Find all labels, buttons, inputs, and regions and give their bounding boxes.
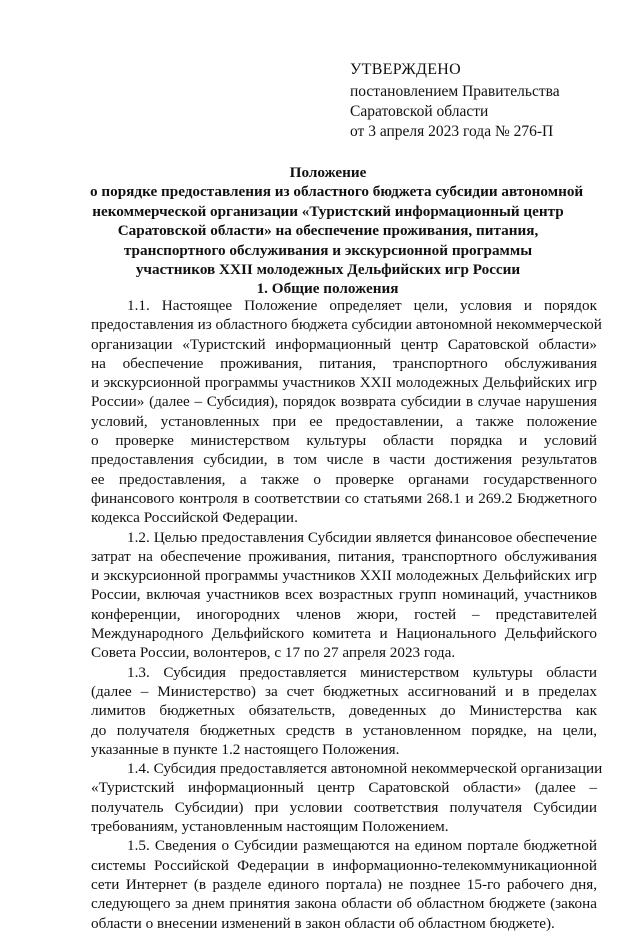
paragraph-line: лимитов бюджетных обязательств, доведенных до Министерства как	[91, 702, 597, 720]
title-line: Саратовской области» на обеспечение проживания, питания,	[117, 222, 539, 240]
paragraph-line: предоставления из областного бюджета субсидии автономной некоммерческой	[91, 316, 602, 334]
approval-line: Саратовской области	[350, 103, 489, 120]
paragraph-4	[91, 759, 603, 836]
paragraph-line: затрат на обеспечение проживания, питания, транспортного обслуживания	[91, 547, 597, 565]
paragraph-line: «Туристский информационный центр Саратовской области» (далее –	[91, 779, 597, 797]
approval-block	[350, 60, 560, 142]
section-heading: 1. Общие положения	[256, 280, 399, 297]
paragraph-3	[91, 663, 597, 759]
paragraph-line: (далее – Министерство) за счет бюджетных ассигнований и в пределах	[91, 682, 597, 700]
paragraph-line: сети Интернет (в разделе единого портала) не позднее 15-го рабочего дня,	[91, 875, 597, 893]
paragraph-line: России, включая участников всех возрастных групп номинаций, участников	[91, 586, 597, 604]
paragraph-line: финансового контроля в соответствии со статьями 268.1 и 269.2 Бюджетного	[91, 489, 597, 507]
paragraph-line: и экскурсионной программы участников XXII молодежных Дельфийских игр	[91, 567, 597, 585]
paragraph-line: организации «Туристский информационный центр Саратовской области»	[91, 335, 597, 353]
document-body	[91, 296, 603, 933]
paragraph-line: области о внесении изменений в закон области об областном бюджете).	[91, 914, 555, 932]
paragraph-line: 1.5. Сведения о Субсидии размещаются на едином портале бюджетной	[127, 837, 597, 855]
paragraph-line: России» (далее – Субсидия), порядок возврата субсидии в случае нарушения	[91, 393, 597, 411]
title-line: о порядке предоставления из областного бюджета субсидии автономной	[90, 183, 584, 201]
approval-heading: УТВЕРЖДЕНО	[350, 61, 462, 78]
paragraph-line: до получателя бюджетных средств в установленном порядке, на цели,	[91, 721, 597, 739]
paragraph-line: требованиям, установленным настоящим Положением.	[91, 818, 449, 836]
paragraph-line: 1.1. Настоящее Положение определяет цели, условия и порядок	[127, 297, 597, 314]
paragraph-line: предоставления субсидии, в том числе в части достижения результатов	[91, 451, 597, 469]
title-line: Положение	[289, 164, 367, 181]
paragraph-line: Международного Дельфийского комитета и Национального Дельфийского	[91, 625, 597, 643]
approval-line: постановлением Правительства	[350, 83, 560, 100]
paragraph-line: на обеспечение проживания, питания, транспортного обслуживания	[91, 354, 597, 372]
paragraph-line: о проверке министерством культуры области порядка и условий	[91, 432, 597, 450]
paragraph-line: ее предоставления, а также о проверке органами государственного	[91, 470, 597, 488]
paragraph-5	[91, 836, 597, 932]
approval-date-line: от 3 апреля 2023 года № 276-П	[350, 123, 554, 140]
paragraph-line: системы Российской Федерации в информационно-телекоммуникационной	[91, 856, 597, 874]
paragraph-line: 1.4. Субсидия предоставляется автономной некоммерческой организации	[127, 760, 603, 778]
title-line: некоммерческой организации «Туристский информационный центр	[92, 202, 564, 220]
paragraph-line: следующего за днем принятия закона области об областном бюджете (закона	[91, 895, 597, 913]
paragraph-1	[91, 296, 602, 528]
paragraph-line: 1.3. Субсидия предоставляется министерством культуры области	[127, 663, 597, 681]
document-title	[90, 163, 584, 279]
title-line: участников XXII молодежных Дельфийских игр России	[135, 261, 521, 279]
paragraph-line: указанные в пункте 1.2 настоящего Положения.	[91, 740, 400, 758]
paragraph-line: кодекса Российской Федерации.	[91, 509, 298, 527]
paragraph-line: условий, установленных при ее предоставлении, а также положение	[91, 412, 597, 430]
paragraph-2	[91, 528, 597, 663]
paragraph-line: Совета России, волонтеров, с 17 по 27 апреля 2023 года.	[91, 644, 456, 662]
paragraph-line: 1.2. Целью предоставления Субсидии является финансовое обеспечение	[127, 528, 597, 546]
title-line: транспортного обслуживания и экскурсионной программы	[123, 241, 533, 259]
paragraph-line: конференции, иногородних членов жюри, гостей – представителей	[91, 605, 597, 623]
paragraph-line: получатель Субсидии) при условии соответствия получателя Субсидии	[91, 798, 597, 816]
paragraph-line: и экскурсионной программы участников XXII молодежных Дельфийских игр	[91, 374, 597, 392]
